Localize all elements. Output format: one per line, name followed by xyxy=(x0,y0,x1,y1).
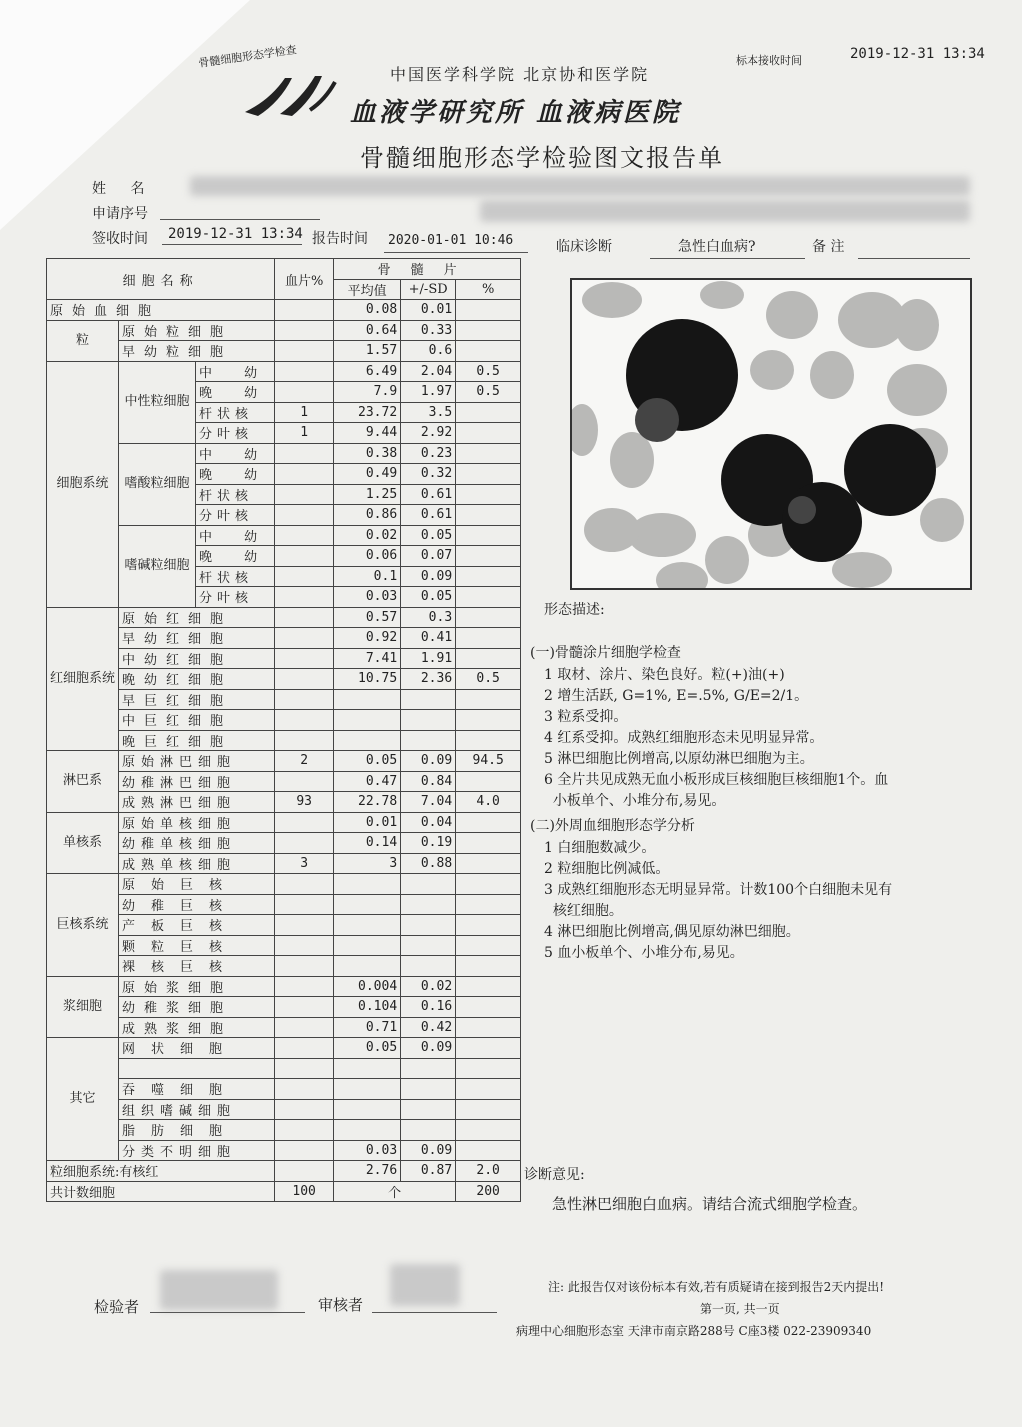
table-row: 淋巴系 原始淋巴细胞 2 0.05 0.09 94.5 xyxy=(47,751,521,772)
cell-count-table xyxy=(46,258,521,1202)
redacted-name xyxy=(190,176,970,196)
sign-time-label: 签收时间 xyxy=(92,231,148,247)
table-row: 杆状核 1.25 0.61 xyxy=(47,484,521,505)
redacted-application-no xyxy=(480,200,970,222)
table-row: 早幼红细胞 0.92 0.41 xyxy=(47,628,521,649)
table-row: 吞噬细胞 xyxy=(47,1079,521,1100)
table-row: 分叶核 0.03 0.05 xyxy=(47,587,521,608)
table-row: 粒 原始粒细胞 0.64 0.33 xyxy=(47,320,521,341)
header-pct: % xyxy=(456,279,521,300)
table-row: 单核系 原始单核细胞 0.01 0.04 xyxy=(47,812,521,833)
application-no-label: 申请序号 xyxy=(92,206,148,222)
table-row: 产板巨核 xyxy=(47,915,521,936)
header-marrow: 骨髓片 xyxy=(334,259,521,280)
receive-time-label: 标本接收时间 xyxy=(736,54,802,67)
table-row: 细胞系统 中性粒细胞 中 幼 6.49 2.04 0.5 xyxy=(47,361,521,382)
table-row: 嗜碱粒细胞 中 幼 0.02 0.05 xyxy=(47,525,521,546)
table-row: 原始血细胞 0.08 0.01 xyxy=(47,300,521,321)
list-item: 5 淋巴细胞比例增高,以原幼淋巴细胞为主。 xyxy=(544,751,814,767)
table-row: 幼稚浆细胞 0.104 0.16 xyxy=(47,997,521,1018)
footer-page: 第一页, 共一页 xyxy=(700,1302,780,1316)
receive-time-value: 2019-12-31 13:34 xyxy=(850,46,985,62)
diagnosis-text: 急性淋巴细胞白血病。请结合流式细胞学检查。 xyxy=(552,1195,868,1213)
group-other: 其它 xyxy=(47,1038,119,1161)
ratio-row: 粒细胞系统:有核红 2.76 0.87 2.0 xyxy=(47,1161,521,1182)
group-plasma: 浆细胞 xyxy=(47,976,119,1038)
footer-address: 病理中心细胞形态室 天津市南京路288号 C座3楼 022-23909340 xyxy=(516,1324,872,1338)
report-title: 骨髓细胞形态学检验图文报告单 xyxy=(360,144,724,172)
list-item: 3 成熟红细胞形态无明显异常。计数100个白细胞未见有 xyxy=(544,882,893,898)
report-time-label: 报告时间 xyxy=(312,231,368,247)
table-row: 中巨红细胞 xyxy=(47,710,521,731)
description-list2 xyxy=(544,838,892,964)
list-item: 5 血小板单个、小堆分布,易见。 xyxy=(544,945,744,961)
table-row: 早巨红细胞 xyxy=(47,689,521,710)
table-row: 早幼粒细胞 1.57 0.6 xyxy=(47,341,521,362)
clinical-diagnosis-value: 急性白血病? xyxy=(678,239,756,255)
name-label: 姓 名 xyxy=(92,181,155,197)
group-granulo-2: 细胞系统 xyxy=(47,361,119,607)
description-title: 形态描述: xyxy=(544,602,605,618)
group-mega: 巨核系统 xyxy=(47,874,119,977)
top-left-note: 骨髓细胞形态学检查 xyxy=(197,43,298,70)
header-mean: 平均值 xyxy=(334,279,401,300)
sign-time-value: 2019-12-31 13:34 xyxy=(168,226,303,242)
tester-signature-redacted xyxy=(160,1270,278,1310)
table-row: 成熟淋巴细胞 93 22.78 7.04 4.0 xyxy=(47,792,521,813)
table-row: 分类不明细胞 0.03 0.09 xyxy=(47,1140,521,1161)
list-item: 2 增生活跃, G=1%, E=.5%, G/E=2/1。 xyxy=(544,688,809,704)
table-row: 杆状核 1 23.72 3.5 xyxy=(47,402,521,423)
table-row xyxy=(47,1058,521,1079)
table-row: 成熟浆细胞 0.71 0.42 xyxy=(47,1017,521,1038)
group-neutro: 中性粒细胞 xyxy=(119,361,196,443)
table-row: 晚 幼 0.49 0.32 xyxy=(47,464,521,485)
table-row: 巨核系统 原始巨核 xyxy=(47,874,521,895)
group-lympho: 淋巴系 xyxy=(47,751,119,813)
total-row: 共计数细胞 100 个 200 xyxy=(47,1181,521,1202)
description-section2: (二)外周血细胞形态学分析 xyxy=(530,818,695,834)
institution-line2: 血液学研究所 血液病医院 xyxy=(350,98,682,128)
header-cell-name: 细胞名称 xyxy=(47,259,275,300)
table-row: 幼稚巨核 xyxy=(47,894,521,915)
table-row: 晚巨红细胞 xyxy=(47,730,521,751)
table-row: 其它 网状细胞 0.05 0.09 xyxy=(47,1038,521,1059)
table-row: 晚幼红细胞 10.75 2.36 0.5 xyxy=(47,669,521,690)
table-row: 组织嗜碱细胞 xyxy=(47,1099,521,1120)
report-time-value: 2020-01-01 10:46 xyxy=(388,233,514,248)
clinical-diagnosis-label: 临床诊断 xyxy=(556,239,612,255)
header-sd: +/-SD xyxy=(401,279,456,300)
list-item: 4 淋巴细胞比例增高,偶见原幼淋巴细胞。 xyxy=(544,924,800,940)
list-item: 1 白细胞数减少。 xyxy=(544,840,656,856)
list-item: 6 全片共见成熟无血小板形成巨核细胞巨核细胞1个。血 xyxy=(544,772,889,788)
tester-label: 检验者 xyxy=(94,1298,140,1316)
list-item: 核红细胞。 xyxy=(544,903,623,919)
table-row: 杆状核 0.1 0.09 xyxy=(47,566,521,587)
list-item: 1 取材、涂片、染色良好。粒(+)油(+) xyxy=(544,667,785,683)
remark-label: 备 注 xyxy=(812,239,845,255)
diagnosis-label: 诊断意见: xyxy=(524,1167,585,1183)
list-item: 4 红系受抑。成熟红细胞形态未见明显异常。 xyxy=(544,730,824,746)
list-item: 2 粒细胞比例减低。 xyxy=(544,861,670,877)
institution-line1: 中国医学科学院 北京协和医学院 xyxy=(390,65,650,84)
group-erythro: 红细胞系统 xyxy=(47,607,119,751)
table-row: 幼稚单核细胞 0.14 0.19 xyxy=(47,833,521,854)
table-row: 分叶核 0.86 0.61 xyxy=(47,505,521,526)
table-row: 裸核巨核 xyxy=(47,956,521,977)
description-list1 xyxy=(544,665,888,812)
table-row: 脂肪细胞 xyxy=(47,1120,521,1141)
list-item: 小板单个、小堆分布,易见。 xyxy=(544,793,726,809)
bone-marrow-micrograph xyxy=(570,278,972,590)
table-row: 中幼红细胞 7.41 1.91 xyxy=(47,648,521,669)
micrograph-image xyxy=(572,280,970,588)
table-row: 分叶核 1 9.44 2.92 xyxy=(47,423,521,444)
table-row: 晚 幼 7.9 1.97 0.5 xyxy=(47,382,521,403)
group-baso: 嗜碱粒细胞 xyxy=(119,525,196,607)
table-row: 成熟单核细胞 3 3 0.88 xyxy=(47,853,521,874)
table-row: 嗜酸粒细胞 中 幼 0.38 0.23 xyxy=(47,443,521,464)
table-row: 红细胞系统 原始红细胞 0.57 0.3 xyxy=(47,607,521,628)
reviewer-signature-redacted xyxy=(390,1264,460,1306)
group-eosino: 嗜酸粒细胞 xyxy=(119,443,196,525)
footer-note: 注: 此报告仅对该份标本有效,若有质疑请在接到报告2天内提出! xyxy=(548,1280,885,1294)
table-row: 晚 幼 0.06 0.07 xyxy=(47,546,521,567)
group-granulo-1: 粒 xyxy=(47,320,119,361)
table-row: 颗粒巨核 xyxy=(47,935,521,956)
header-blood-pct: 血片% xyxy=(275,259,334,300)
description-section1: (一)骨髓涂片细胞学检查 xyxy=(530,645,681,661)
table-row: 浆细胞 原始浆细胞 0.004 0.02 xyxy=(47,976,521,997)
list-item: 3 粒系受抑。 xyxy=(544,709,628,725)
reviewer-label: 审核者 xyxy=(318,1296,364,1314)
group-mono: 单核系 xyxy=(47,812,119,874)
table-row: 幼稚淋巴细胞 0.47 0.84 xyxy=(47,771,521,792)
hospital-logo-icon xyxy=(240,70,340,120)
